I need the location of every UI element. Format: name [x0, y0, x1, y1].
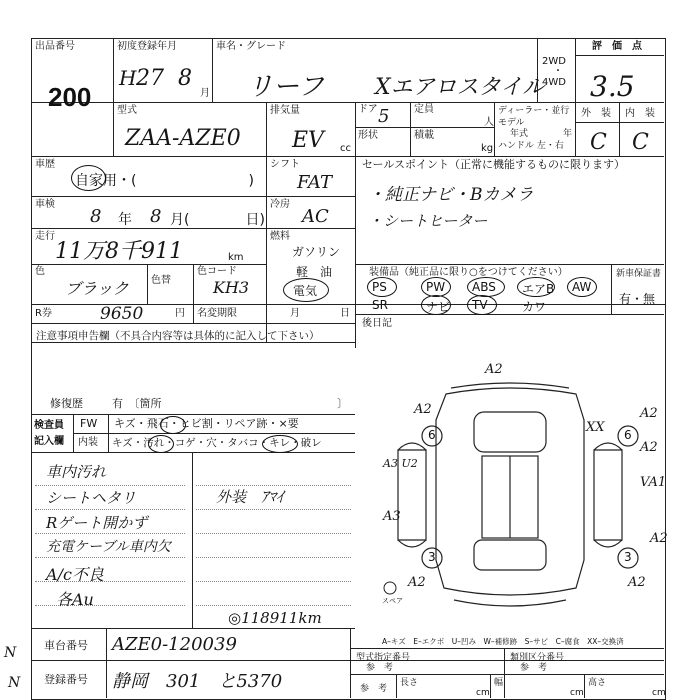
note-line-3: Rゲート開かず: [46, 514, 148, 532]
recycle-unit: 円: [175, 308, 185, 319]
load-label: 積載: [414, 130, 434, 141]
shape-label: 形状: [358, 130, 378, 141]
lot-number-label: 出品番号: [35, 41, 75, 52]
sales-point-label: セールスポイント（正常に機能するものに限ります）: [362, 158, 626, 171]
equipment-item-row1-2: ABS: [472, 280, 496, 294]
inspection-month-unit: 月( 日): [170, 212, 265, 228]
chassis-number-value: AZE0-120039: [112, 634, 237, 655]
reference-label: 参 考: [360, 684, 388, 694]
type-spec-reference: 参 考: [366, 663, 394, 673]
recycle-label: R券: [35, 308, 52, 319]
doors-value: 5: [378, 106, 390, 127]
stain-circle: [148, 435, 174, 453]
equipment-item-row1-3: エアB: [522, 282, 555, 296]
capacity-unit: 人: [484, 117, 494, 128]
damage-mark-right-rear: VA1: [640, 475, 667, 490]
car-front-bumper: [451, 383, 569, 388]
fuel-label: 燃料: [270, 231, 290, 242]
capacity-label: 定員: [414, 104, 434, 115]
equipment-item-row1-circle-0: [367, 277, 397, 297]
rating-value: 3.5: [590, 70, 635, 103]
damage-mark-front: A2: [485, 362, 503, 377]
shift-label: シフト: [270, 159, 300, 170]
equipment-item-row1-circle-3: [517, 277, 555, 297]
damage-mark-rear-left: A2: [408, 575, 426, 590]
interior-grade: C: [632, 130, 649, 155]
equipment-item-row2-1: ナビ: [426, 300, 451, 314]
displacement-value: EV: [292, 128, 324, 153]
type-spec-label: 型式指定番号: [356, 653, 411, 663]
car-windshield: [474, 412, 546, 452]
chassis-number-label: 車台番号: [44, 639, 88, 652]
exterior-note: 外装 ｱﾏｲ: [216, 488, 284, 506]
inspector-row-2: キズ・汚れ・コゲ・穴・タバコ・キレ・破レ: [112, 437, 322, 449]
repair-history-value: 有 〔箇所: [112, 397, 162, 410]
aircon-label: 冷房: [270, 199, 290, 210]
registration-year: 27: [136, 66, 164, 91]
damage-mark-left-rear: A3: [383, 509, 401, 524]
model-grade-label: 車名・グレード: [216, 41, 286, 52]
sales-point-line-1: ・純正ナビ・Bカメラ: [368, 185, 534, 205]
equipment-label: 装備品（純正品に限り○をつけてください）: [369, 267, 568, 278]
wheel-number-rear-right: 3: [624, 550, 632, 564]
mileage-unit: km: [228, 252, 244, 263]
damage-mark-right-front: A2: [640, 406, 658, 421]
model-type-label: 型式: [117, 105, 137, 116]
fuel-option-electric: 電気: [293, 284, 318, 298]
year-label: 年式: [510, 129, 529, 139]
equipment-item-row2-0: SR: [372, 298, 388, 312]
note-line-1: 車内汚れ: [46, 463, 107, 481]
displacement-label: 排気量: [270, 105, 300, 116]
note-line-4: 充電ケーブル車内欠: [46, 539, 171, 555]
registration-month-unit: 月: [200, 88, 210, 99]
color-code-value: KH3: [213, 278, 250, 297]
registration-expiry-month: 月: [290, 308, 300, 319]
fuel-option-diesel: 軽 油: [296, 265, 333, 279]
equipment-item-row2-2: TV: [472, 298, 488, 312]
length-unit: cm: [476, 688, 490, 698]
exterior-grade: C: [590, 130, 607, 155]
mileage-label: 走行: [35, 231, 55, 242]
model-type-value: ZAA-AZE0: [125, 126, 241, 151]
interior-check-label: 内装: [78, 437, 98, 448]
car-rear-bumper: [454, 600, 566, 606]
margin-mark-2: N: [8, 675, 21, 691]
shift-value: FAT: [297, 172, 332, 193]
height-label: 高さ: [588, 678, 607, 688]
load-unit: kg: [481, 143, 494, 154]
equipment-item-row1-circle-4: [567, 277, 597, 297]
equipment-item-row1-1: PW: [426, 280, 446, 294]
inspector-row-1: キズ・飛石・ヒビ割・リペア跡・×要: [114, 417, 299, 430]
color-code-label: 色コード: [197, 266, 237, 277]
displacement-unit: cc: [340, 143, 351, 154]
stone-chip-circle: [160, 416, 186, 434]
inspector-label: 検査員: [34, 420, 64, 431]
note-line-2: シートヘタリ: [46, 489, 137, 507]
equipment-item-row1-0: PS: [372, 280, 387, 294]
exterior-label: 外 装: [581, 108, 611, 119]
damage-legend: A–キズ E–エクボ U–凹み W–補修跡 S–サビ C–腐食 XX–交換済: [382, 637, 624, 646]
registration-month: 8: [178, 66, 192, 91]
model-name: リーフ: [247, 72, 324, 102]
two-wheel-drive: 2WD: [542, 56, 566, 67]
length-label: 長さ: [400, 678, 419, 688]
equipment-item-row2-3: カワ: [522, 300, 547, 314]
rating-label: 評 価 点: [592, 41, 642, 52]
odometer-note: ◎118911km: [228, 609, 322, 627]
doors-label: ドア: [358, 104, 378, 115]
handle-label: ハンドル 左・右: [498, 141, 564, 151]
damage-mark-left-door: A3 U2: [383, 457, 418, 470]
wheel-number-rear-left: 3: [428, 550, 436, 564]
new-car-warranty-label: 新車保証書: [616, 269, 662, 279]
dealer-label: ディーラー・並行: [498, 106, 570, 116]
aircon-value: AC: [302, 206, 329, 227]
color-change-label: 色替: [151, 275, 171, 286]
damage-mark-rear: A2: [628, 575, 646, 590]
registration-expiry-label: 名変期限: [197, 308, 237, 319]
car-damage-diagram: [356, 350, 667, 628]
category-reference: 参 考: [520, 663, 548, 673]
margin-mark-1: N: [4, 645, 17, 661]
sales-point-line-2: ・シートヒーター: [368, 212, 488, 230]
plate-number-label: 登録番号: [44, 673, 88, 686]
lot-number: 200: [48, 82, 92, 112]
fw-label: FW: [80, 417, 98, 430]
damage-mark-right-quarter: A2: [650, 531, 668, 546]
note-line-5: A/c不良: [46, 565, 104, 584]
spare-label: スペア: [382, 597, 403, 605]
fuel-option-gasoline: ガソリン: [292, 245, 341, 259]
equipment-item-row2-circle-2: [467, 295, 497, 315]
car-right-side: [594, 450, 622, 540]
equipment-item-row1-4: AW: [572, 280, 592, 294]
year-unit: 年: [563, 129, 573, 139]
interior-label: 内 装: [625, 108, 655, 119]
registration-expiry-day: 日: [340, 308, 350, 319]
new-car-warranty-options: 有・無: [619, 292, 656, 306]
width-label: 幅: [494, 678, 504, 688]
car-spare: [384, 582, 396, 594]
history-label: 車歴: [35, 159, 55, 170]
note-line-6: 各Au: [56, 590, 94, 609]
equipment-item-row1-circle-2: [467, 277, 505, 297]
inspection-year: 8: [90, 206, 102, 227]
color-value: ブラック: [65, 279, 129, 298]
entry-label: 記入欄: [34, 436, 64, 447]
repair-history-label: 修復歴: [50, 397, 83, 410]
inspection-month: 8: [150, 206, 162, 227]
plate-number-value: 静岡 301 と5370: [112, 671, 283, 692]
damage-mark-right-door: A2: [640, 440, 658, 455]
equipment-item-row2-circle-1: [421, 295, 451, 315]
damage-mark-left-front: A2: [414, 402, 432, 417]
history-value: 自家用・( ): [75, 173, 254, 189]
four-wheel-drive: 4WD: [542, 77, 566, 88]
recycle-value: 9650: [100, 304, 144, 324]
wheel-number-front-left: 6: [428, 428, 436, 442]
inspection-year-unit: 年: [118, 212, 132, 228]
equipment-item-row1-circle-1: [421, 277, 451, 297]
registration-era: H: [119, 66, 137, 90]
width-unit: cm: [570, 688, 584, 698]
car-rear-window: [474, 540, 546, 570]
height-unit: cm: [652, 688, 666, 698]
damage-mark-exchange: XX: [586, 420, 605, 435]
category-label: 類別区分番号: [510, 653, 565, 663]
color-label: 色: [35, 266, 45, 277]
remarks-label: 後日記: [362, 318, 392, 329]
notes-label: 注意事項申告欄（不具合内容等は具体的に記入して下さい）: [36, 330, 320, 342]
inspection-label: 車検: [35, 199, 55, 210]
mileage-value: 11万8千911: [55, 239, 183, 264]
first-registration-label: 初度登録年月: [117, 41, 177, 52]
model-year-label: モデル: [498, 118, 525, 128]
wheel-number-front-right: 6: [624, 428, 632, 442]
wd-dot: ・: [553, 66, 563, 77]
repair-history-close: 〕: [337, 397, 348, 410]
cigarette-circle: [262, 435, 298, 453]
grade-name: Xエアロスタイル: [375, 75, 545, 100]
